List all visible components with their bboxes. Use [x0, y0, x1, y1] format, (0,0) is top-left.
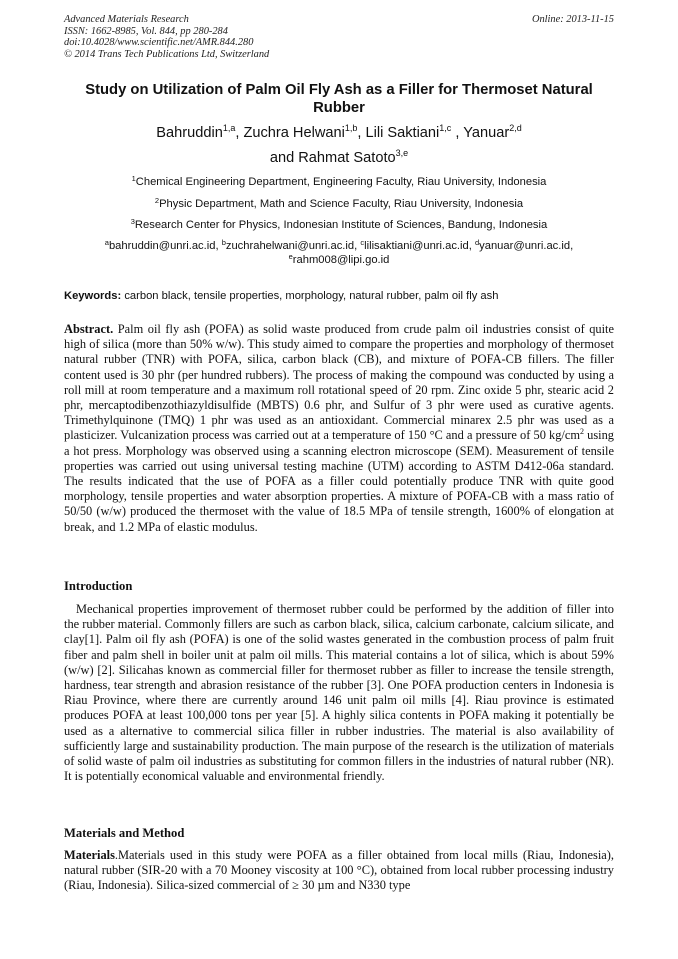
affiliation-text: Chemical Engineering Department, Engineering Faculty, Riau University, Indonesia	[135, 176, 547, 188]
author-name: Bahruddin	[156, 125, 223, 141]
email-sup: a	[104, 238, 109, 247]
keywords	[64, 289, 624, 303]
materials-lead: Materials	[64, 848, 115, 862]
keywords-text: carbon black, tensile properties, morphology, natural rubber, palm oil fly ash	[124, 290, 499, 302]
journal-name: Advanced Materials Research	[64, 14, 189, 25]
affiliation-2	[60, 197, 618, 211]
affiliation-num: 3	[130, 217, 135, 226]
author-sup: 1,a	[222, 123, 236, 133]
email-sup: d	[474, 238, 480, 247]
email-line-2	[60, 253, 618, 267]
abstract-text-2: using a hot press. Morphology was observed using a scanning electron microscope (SEM). Measurement of tensile properties was carried out using universal testing machine (UTM) according to ASTM D412-06a standard. The results indicated that the use of POFA as a filler could potentially produce TNR with quite good morphology, tensile properties and water absorption properties. A mixture of POFA-CB with a mass ratio of 50/50 (w/w) produced the thermoset with the value of 18.5 MPa of tensile strength, 1600% of elongation at break, and 1.2 MPa of elastic modulus.	[64, 428, 614, 534]
abstract-sup: 2	[580, 427, 584, 437]
materials-paragraph	[64, 848, 614, 894]
keywords-label: Keywords:	[64, 290, 122, 302]
materials-heading: Materials and Method	[64, 826, 185, 840]
email-link[interactable]: yanuar@unri.ac.id,	[479, 240, 574, 252]
email-link[interactable]: bahruddin@unri.ac.id,	[108, 240, 219, 252]
abstract-text: Palm oil fly ash (POFA) as solid waste produced from crude palm oil industries consist of quite high of silica (more than 50% w/w). This study aimed to compare the properties and morphology of thermoset natural rubber (TNR) with POFA, silica, carbon black (CB), and mixture of POFA-CB fillers. The filler content used is 30 phr (per hundred rubbers). The process of making the compound was conducted by using a roll mill at room temperature and a maximum roll rotational speed of 20 rpm. Zinc oxide 5 phr, stearic acid 2 phr, mercaptodibenzothiazyldisulfide (MBTS) 0.6 phr, and Sulfur of 3 phr were used as curative agents. Trimethylquinone (TMQ) 1 phr was used as an antioxidant. Commercial minarex 2.5 phr was used as a plasticizer. Vulcanization process was carried out at a temperature of 150 °C and a pressure of 50 kg/cm	[64, 322, 615, 443]
affiliation-3	[60, 218, 618, 232]
author-sup: 2,d	[509, 123, 522, 133]
author-line-2	[60, 146, 618, 171]
issn-line: ISSN: 1662-8985, Vol. 844, pp 280-284	[64, 25, 228, 37]
email-sup: e	[288, 252, 293, 261]
affiliation-text: Physic Department, Math and Science Faculty, Riau University, Indonesia	[159, 198, 524, 210]
author-sup: 1,b	[344, 123, 358, 133]
author-list	[60, 121, 618, 171]
author-name: Zuchra Helwani	[243, 125, 345, 141]
affiliation-text: Research Center for Physics, Indonesian Institute of Sciences, Bandung, Indonesia	[134, 219, 548, 231]
journal-header	[64, 14, 464, 60]
affiliation-num: 1	[131, 174, 136, 183]
online-date: Online: 2013-11-15	[531, 14, 614, 25]
email-link[interactable]: lilisaktiani@unri.ac.id,	[364, 240, 472, 252]
author-sup: 1,c	[439, 123, 452, 133]
email-link[interactable]: zuchrahelwani@unri.ac.id,	[225, 240, 358, 252]
abstract-label: Abstract.	[64, 322, 114, 336]
author-line-1: Bahruddin$^{1,a}$, Zuchra Helwani$^{1,b}$, Lili Saktiani$^{1,c}$ , Yanuar$^{2,d}$	[156, 123, 522, 141]
author-and: and	[269, 150, 295, 166]
email-sup: c	[360, 238, 365, 247]
introduction-text: Mechanical properties improvement of thermoset rubber could be performed by the addition of filler into the rubber material. Commonly fillers are such as carbon black, silica, calcium carbonate, calcium silicate, and clay[1]. Palm oil fly ash (POFA) is one of the solid wastes generated in the combustion process of palm fruit fiber and palm shell in boiler unit at palm oil mills. This material contains a lot of silica, which is about 59% (w/w) [2]. Silicahas known as commercial filler for thermoset rubber as filler to increase the tensile strength, hardness, tear strength and abrasion resistance of the rubber [3]. One POFA production centers in Indonesia is Riau Province, where there are currently around 146 unit palm oil mills [4]. Riau province is estimated produces POFA at least 100,000 tons per year [5]. A highly silica contents in POFA making it potentially be used as a alternative to commercial silica filler in rubber industries. The material is also availability of sufficiently large and sustainability production. The main purpose of the research is the utilization of materials of solid waste of palm oil industries as substituting for common fillers in the industries of natural rubber (NR). It is potentially economical valuable and environmental friendly.	[64, 602, 614, 784]
author-name: Yanuar	[463, 125, 510, 141]
paper-title: Study on Utilization of Palm Oil Fly Ash as a Filler for Thermoset Natural Rubber	[85, 82, 593, 116]
affiliation-1	[60, 175, 618, 189]
materials-text: .Materials used in this study were POFA as a filler obtained from local mills (Riau, Indonesia), natural rubber (SIR-20 with a 70 Mooney viscosity at 100 °C), obtained from local rubber processing industry (Riau, Indonesia). Silica-sized commercial of ≥ 30 µm and N330 type	[64, 848, 614, 893]
author-sup: 3,e	[395, 148, 409, 158]
author-emails	[60, 239, 618, 267]
doi-line: doi:10.4028/www.scientific.net/AMR.844.280	[64, 37, 254, 49]
author-name: Lili Saktiani	[365, 125, 440, 141]
affiliation-num: 2	[154, 196, 160, 205]
introduction-heading: Introduction	[64, 579, 133, 593]
abstract	[64, 322, 614, 535]
author-name: Rahmat Satoto	[298, 150, 396, 166]
email-link[interactable]: rahm008@lipi.go.id	[292, 254, 390, 266]
email-sup: b	[221, 238, 226, 247]
email-line-1	[60, 239, 618, 253]
copyright-line: © 2014 Trans Tech Publications Ltd, Switzerland	[64, 48, 270, 60]
